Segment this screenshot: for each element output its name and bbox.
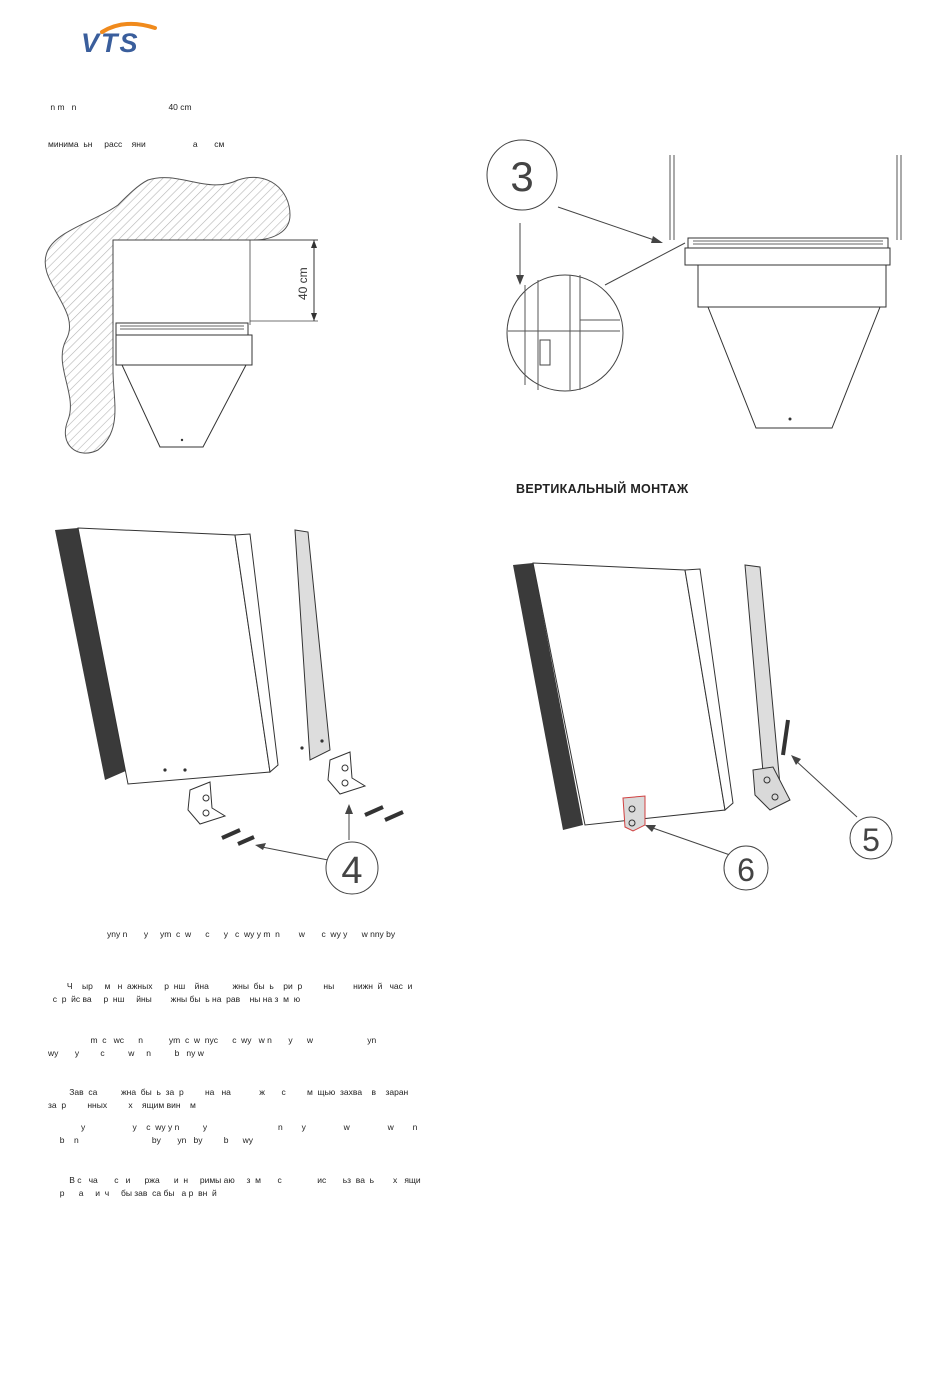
- logo-text: VTS: [81, 28, 140, 58]
- text-block-4-line1: Зав са жна бы ь за р на на ж с м щью захва в заран: [48, 1087, 409, 1097]
- vertical-mounting-heading: ВЕРТИКАЛЬНЫЙ МОНТАЖ: [516, 482, 689, 496]
- bracket-right: [328, 752, 365, 794]
- callout-label-5: 5: [862, 822, 880, 858]
- curtain-unit-vertical: [55, 528, 330, 784]
- text-block-3-line1: m c wc n ym c w nyc c wy w n y w yn: [48, 1035, 377, 1045]
- figure-vertical-fixing: [505, 555, 905, 900]
- bracket-fixed-right: [753, 767, 790, 810]
- text-block-5-line2: b n by yn by b wy: [48, 1135, 254, 1145]
- bracket-fixed-left: [623, 796, 645, 831]
- curtain-unit-front: [685, 238, 890, 428]
- vts-logo: [80, 22, 170, 58]
- callout-label-4: 4: [341, 850, 363, 892]
- text-block-2-line1: Ч ыр м н ажных р нш йна жны бы ь ри р ны нижн й час и: [48, 981, 413, 991]
- curtain-unit-vertical-2: [513, 563, 780, 830]
- text-block-6-line1: В с ча с и ржа и н римы аю з м с ис ьз ва ь х ящи: [48, 1175, 421, 1185]
- text-block-1: yny n y ym c w c y c wy y m n w c wy y w nny by: [48, 929, 396, 939]
- figure1-caption-line2: минима ьн расс яни а см: [48, 139, 225, 149]
- text-block-3-line2: wy y c w n b ny w: [48, 1048, 204, 1058]
- text-block-6-line2: р а и ч бы зав са бы а р вн й: [48, 1188, 217, 1198]
- dimension-label: 40 cm: [296, 267, 310, 300]
- detail-zoom-circle: [507, 275, 623, 391]
- figure1-caption-line1: n m n 40 cm: [48, 102, 192, 112]
- text-block-5-line1: y y c wy y n y n y w w n: [48, 1122, 418, 1132]
- figure-ceiling-clearance: [28, 160, 348, 460]
- figure-bracket-detail: [480, 135, 920, 435]
- callout-label-3: 3: [510, 153, 534, 200]
- callout-label-6: 6: [737, 852, 755, 888]
- screw-5: [783, 720, 788, 755]
- text-block-4-line2: за р нных х ящим вин м: [48, 1100, 196, 1110]
- curtain-unit: [116, 323, 252, 447]
- bracket-left: [188, 782, 225, 824]
- text-block-2-line2: с р йс ва р нш йны жны бы ь на рав ны на з м ю: [48, 994, 301, 1004]
- screws: [222, 807, 403, 844]
- figure-vertical-brackets: [40, 520, 440, 910]
